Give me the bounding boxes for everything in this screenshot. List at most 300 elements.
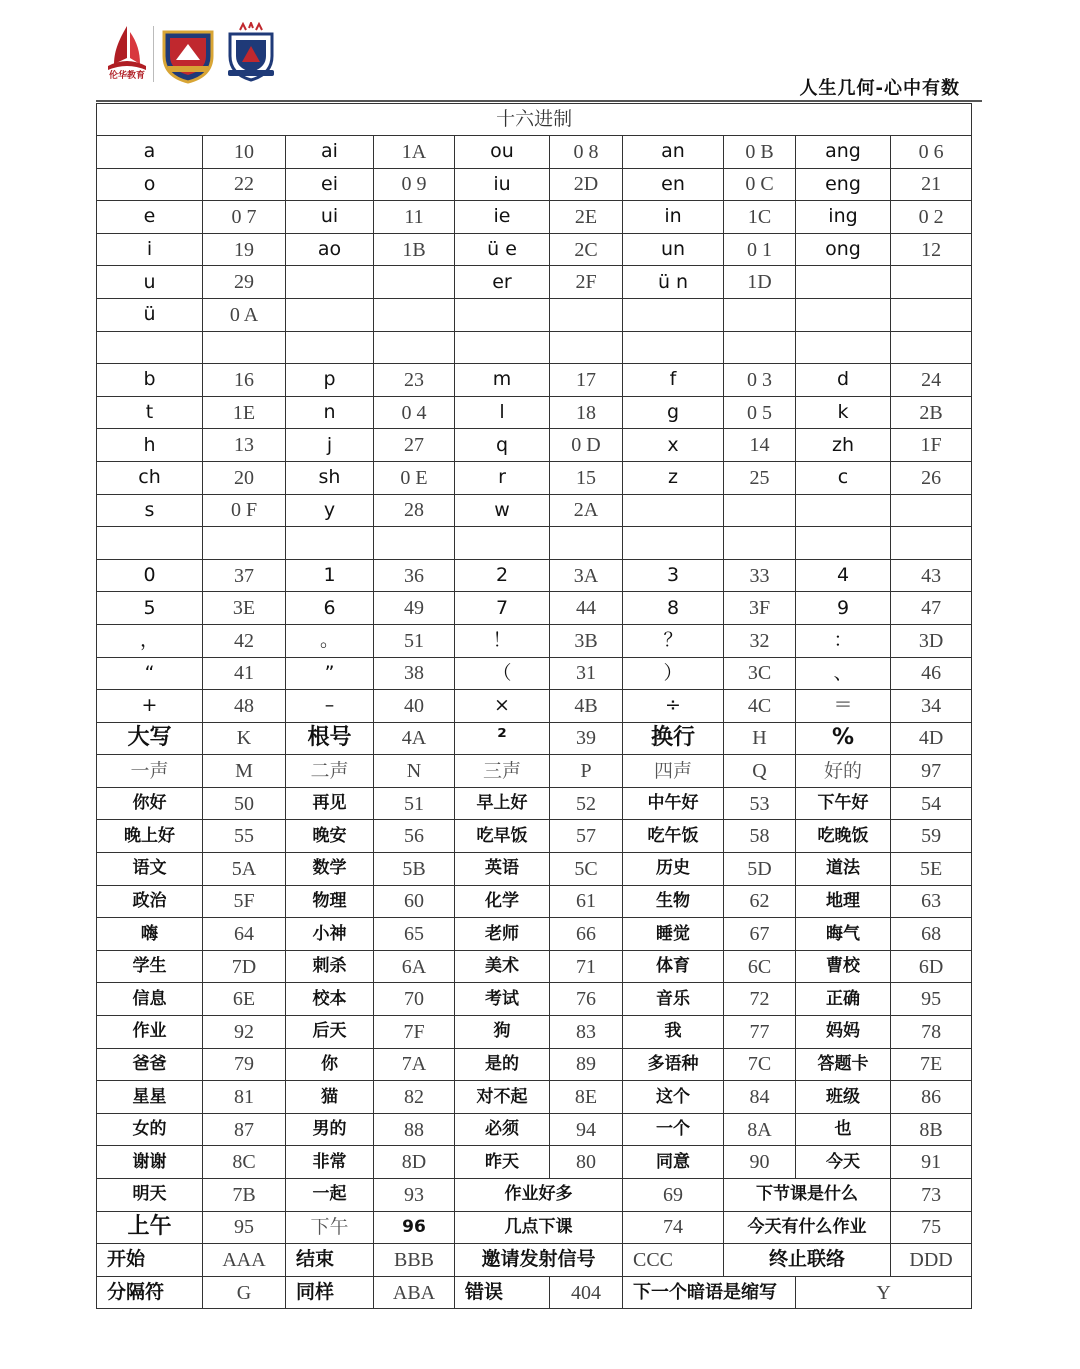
term-cell: k [796, 396, 891, 429]
code-cell: 71 [550, 950, 623, 983]
code-cell: 8C [203, 1146, 286, 1179]
code-cell: 70 [374, 983, 455, 1016]
code-cell: 16 [203, 364, 286, 397]
code-cell: 37 [203, 559, 286, 592]
term-cell: ing [796, 201, 891, 234]
school-shield-icon [160, 26, 216, 84]
code-cell: 39 [550, 722, 623, 755]
term-cell: + [97, 690, 203, 723]
code-cell: Y [796, 1276, 972, 1309]
code-cell: 1F [891, 429, 972, 462]
code-cell: 57 [550, 820, 623, 853]
code-cell: Q [724, 755, 796, 788]
term-cell: h [97, 429, 203, 462]
term-cell: 曹校 [796, 950, 891, 983]
term-cell: 下节课是什么 [724, 1179, 891, 1212]
slogan: 人生几何-心中有数 [799, 78, 960, 99]
term-cell: 明天 [97, 1179, 203, 1212]
term-cell: 换行 [623, 722, 724, 755]
code-cell: ABA [374, 1276, 455, 1309]
term-cell: 是的 [455, 1048, 550, 1081]
code-cell: 4A [374, 722, 455, 755]
term-cell: n [286, 396, 374, 429]
term-cell: 今天 [796, 1146, 891, 1179]
term-cell: 这个 [623, 1081, 724, 1114]
term-cell: 考试 [455, 983, 550, 1016]
code-cell: 0 D [550, 429, 623, 462]
term-cell: 妈妈 [796, 1016, 891, 1049]
code-cell: 28 [374, 494, 455, 527]
term-cell: 。 [286, 624, 374, 657]
code-cell: 81 [203, 1081, 286, 1114]
code-cell: 0 2 [891, 201, 972, 234]
term-cell: 物理 [286, 885, 374, 918]
code-cell [374, 527, 455, 560]
code-cell: 67 [724, 918, 796, 951]
term-cell: m [455, 364, 550, 397]
term-cell: 睡觉 [623, 918, 724, 951]
code-cell: 54 [891, 787, 972, 820]
code-cell: 1E [203, 396, 286, 429]
term-cell: y [286, 494, 374, 527]
code-cell: 31 [550, 657, 623, 690]
code-cell: 46 [891, 657, 972, 690]
code-cell: 20 [203, 461, 286, 494]
code-cell: 56 [374, 820, 455, 853]
code-cell: 84 [724, 1081, 796, 1114]
code-cell [550, 298, 623, 331]
code-cell: 76 [550, 983, 623, 1016]
term-cell: q [455, 429, 550, 462]
term-cell: 下一个暗语是缩写 [623, 1276, 796, 1309]
term-cell: s [97, 494, 203, 527]
table-row [97, 885, 972, 918]
table-row [97, 364, 972, 397]
code-cell: 50 [203, 787, 286, 820]
code-cell: 8E [550, 1081, 623, 1114]
term-cell: 吃晚饭 [796, 820, 891, 853]
term-cell: – [286, 690, 374, 723]
term-cell: 作业好多 [455, 1179, 623, 1212]
term-cell: 后天 [286, 1016, 374, 1049]
code-cell [203, 331, 286, 364]
code-cell: 5C [550, 853, 623, 886]
code-cell: 5E [891, 853, 972, 886]
code-cell: 6D [891, 950, 972, 983]
code-cell: M [203, 755, 286, 788]
term-cell: 爸爸 [97, 1048, 203, 1081]
code-cell: 6A [374, 950, 455, 983]
term-cell: 早上好 [455, 787, 550, 820]
table-row [97, 853, 972, 886]
term-cell: eng [796, 168, 891, 201]
term-cell [455, 331, 550, 364]
term-cell [286, 266, 374, 299]
code-cell: 55 [203, 820, 286, 853]
code-cell: 15 [550, 461, 623, 494]
term-cell: 政治 [97, 885, 203, 918]
term-cell [455, 527, 550, 560]
table-row [97, 1179, 972, 1212]
term-cell: r [455, 461, 550, 494]
brand-name: 伦华教育 [108, 71, 145, 81]
term-cell: 数学 [286, 853, 374, 886]
term-cell: 猫 [286, 1081, 374, 1114]
code-cell [891, 266, 972, 299]
code-cell: 0 8 [550, 136, 623, 169]
term-cell [286, 331, 374, 364]
table-row [97, 1146, 972, 1179]
code-cell: 8A [724, 1113, 796, 1146]
code-cell: 0 7 [203, 201, 286, 234]
table-row [97, 1244, 972, 1277]
code-cell: 21 [891, 168, 972, 201]
code-cell: 63 [891, 885, 972, 918]
term-cell: ai [286, 136, 374, 169]
term-cell: j [286, 429, 374, 462]
code-cell: 47 [891, 592, 972, 625]
term-cell: 昨天 [455, 1146, 550, 1179]
term-cell [623, 298, 724, 331]
code-cell: 41 [203, 657, 286, 690]
code-cell: 27 [374, 429, 455, 462]
table-row [97, 755, 972, 788]
code-cell: DDD [891, 1244, 972, 1277]
term-cell: 狗 [455, 1016, 550, 1049]
code-cell [891, 331, 972, 364]
code-cell: 4B [550, 690, 623, 723]
code-cell: 72 [724, 983, 796, 1016]
term-cell: 6 [286, 592, 374, 625]
code-cell: 93 [374, 1179, 455, 1212]
term-cell: 再见 [286, 787, 374, 820]
term-cell: en [623, 168, 724, 201]
term-cell: 美术 [455, 950, 550, 983]
code-cell: 12 [891, 233, 972, 266]
code-cell: 1D [724, 266, 796, 299]
term-cell: l [455, 396, 550, 429]
code-cell: 38 [374, 657, 455, 690]
code-cell [550, 331, 623, 364]
term-cell: 同样 [286, 1276, 374, 1309]
term-cell: % [796, 722, 891, 755]
code-cell: P [550, 755, 623, 788]
term-cell: 结束 [286, 1244, 374, 1277]
term-cell: 二声 [286, 755, 374, 788]
term-cell: 错误 [455, 1276, 550, 1309]
term-cell [455, 298, 550, 331]
table-row [97, 657, 972, 690]
code-cell: 1C [724, 201, 796, 234]
term-cell: 你好 [97, 787, 203, 820]
code-cell: 13 [203, 429, 286, 462]
table-row [97, 266, 972, 299]
code-cell: N [374, 755, 455, 788]
term-cell: f [623, 364, 724, 397]
code-cell: G [203, 1276, 286, 1309]
code-cell: 19 [203, 233, 286, 266]
code-cell: 1B [374, 233, 455, 266]
code-cell: 0 E [374, 461, 455, 494]
table-row [97, 494, 972, 527]
table-row [97, 1081, 972, 1114]
term-cell: 老师 [455, 918, 550, 951]
term-cell: ang [796, 136, 891, 169]
table-row [97, 592, 972, 625]
term-cell: ” [286, 657, 374, 690]
table-row [97, 1048, 972, 1081]
term-cell: × [455, 690, 550, 723]
code-cell: 26 [891, 461, 972, 494]
term-cell: 好的 [796, 755, 891, 788]
term-cell [97, 527, 203, 560]
code-cell: 68 [891, 918, 972, 951]
term-cell: 、 [796, 657, 891, 690]
table-row [97, 461, 972, 494]
code-cell: 2A [550, 494, 623, 527]
code-cell: 5D [724, 853, 796, 886]
term-cell: 晦气 [796, 918, 891, 951]
term-cell: a [97, 136, 203, 169]
code-cell: 0 A [203, 298, 286, 331]
code-cell: 86 [891, 1081, 972, 1114]
code-cell: 59 [891, 820, 972, 853]
code-cell: H [724, 722, 796, 755]
term-cell: 1 [286, 559, 374, 592]
table-title-row [97, 104, 972, 136]
code-cell: 0 F [203, 494, 286, 527]
term-cell: z [623, 461, 724, 494]
code-cell: 69 [623, 1179, 724, 1212]
term-cell: 上午 [97, 1211, 203, 1244]
code-cell: 94 [550, 1113, 623, 1146]
term-cell: p [286, 364, 374, 397]
code-cell: 0 9 [374, 168, 455, 201]
code-cell: 61 [550, 885, 623, 918]
code-cell: 0 1 [724, 233, 796, 266]
table-row [97, 233, 972, 266]
code-cell: 64 [203, 918, 286, 951]
term-cell: 作业 [97, 1016, 203, 1049]
code-cell: 79 [203, 1048, 286, 1081]
code-cell: 24 [891, 364, 972, 397]
table-row [97, 918, 972, 951]
term-cell: 9 [796, 592, 891, 625]
table-row [97, 950, 972, 983]
code-cell: 36 [374, 559, 455, 592]
term-cell: ch [97, 461, 203, 494]
term-cell: 下午好 [796, 787, 891, 820]
term-cell: 一个 [623, 1113, 724, 1146]
code-cell: 0 4 [374, 396, 455, 429]
table-row [97, 429, 972, 462]
term-cell: er [455, 266, 550, 299]
code-cell: 58 [724, 820, 796, 853]
term-cell: 嗨 [97, 918, 203, 951]
term-cell: 大写 [97, 722, 203, 755]
code-cell: 7C [724, 1048, 796, 1081]
code-cell: 75 [891, 1211, 972, 1244]
code-cell: 32 [724, 624, 796, 657]
term-cell [796, 527, 891, 560]
code-cell: 83 [550, 1016, 623, 1049]
term-cell: 音乐 [623, 983, 724, 1016]
term-cell: ao [286, 233, 374, 266]
code-cell: 66 [550, 918, 623, 951]
term-cell [623, 331, 724, 364]
term-cell: ？ [623, 624, 724, 657]
term-cell: ü [97, 298, 203, 331]
code-cell: 10 [203, 136, 286, 169]
term-cell: ü n [623, 266, 724, 299]
code-cell: 0 6 [891, 136, 972, 169]
term-cell: g [623, 396, 724, 429]
table-row [97, 690, 972, 723]
code-cell: 65 [374, 918, 455, 951]
term-cell: ÷ [623, 690, 724, 723]
code-cell: 42 [203, 624, 286, 657]
term-cell: 0 [97, 559, 203, 592]
code-cell: 17 [550, 364, 623, 397]
code-cell: 5A [203, 853, 286, 886]
table-row [97, 168, 972, 201]
code-cell [203, 527, 286, 560]
table-title: 十六进制 [97, 104, 972, 136]
term-cell: 中午好 [623, 787, 724, 820]
code-cell: 53 [724, 787, 796, 820]
code-cell: 8B [891, 1113, 972, 1146]
term-cell: 小神 [286, 918, 374, 951]
header-rule [96, 100, 982, 102]
term-cell: 非常 [286, 1146, 374, 1179]
term-cell: ü e [455, 233, 550, 266]
term-cell [286, 527, 374, 560]
term-cell [286, 298, 374, 331]
code-cell: CCC [623, 1244, 724, 1277]
term-cell: c [796, 461, 891, 494]
term-cell: 吃午饭 [623, 820, 724, 853]
term-cell: ² [455, 722, 550, 755]
code-cell: 7A [374, 1048, 455, 1081]
term-cell [623, 527, 724, 560]
term-cell: ！ [455, 624, 550, 657]
term-cell: 多语种 [623, 1048, 724, 1081]
code-cell [374, 298, 455, 331]
code-cell [724, 494, 796, 527]
term-cell: ： [796, 624, 891, 657]
term-cell: 终止联络 [724, 1244, 891, 1277]
term-cell: sh [286, 461, 374, 494]
code-cell: 0 5 [724, 396, 796, 429]
term-cell: an [623, 136, 724, 169]
code-cell: 95 [891, 983, 972, 1016]
code-cell: 0 C [724, 168, 796, 201]
code-cell: 60 [374, 885, 455, 918]
table-row [97, 1211, 972, 1244]
term-cell: o [97, 168, 203, 201]
code-cell: 97 [891, 755, 972, 788]
code-cell: 18 [550, 396, 623, 429]
term-cell: 2 [455, 559, 550, 592]
term-cell: 一声 [97, 755, 203, 788]
term-cell: t [97, 396, 203, 429]
code-cell: 3E [203, 592, 286, 625]
page-header [0, 0, 1080, 104]
table-row [97, 201, 972, 234]
term-cell: 化学 [455, 885, 550, 918]
code-cell: 3A [550, 559, 623, 592]
code-cell: 1A [374, 136, 455, 169]
term-cell: 晚安 [286, 820, 374, 853]
table-row [97, 559, 972, 592]
term-cell [796, 494, 891, 527]
term-cell: ong [796, 233, 891, 266]
term-cell: 道法 [796, 853, 891, 886]
term-cell: ui [286, 201, 374, 234]
table-row [97, 1016, 972, 1049]
code-cell: 23 [374, 364, 455, 397]
term-cell: ou [455, 136, 550, 169]
code-cell: 404 [550, 1276, 623, 1309]
table-row [97, 298, 972, 331]
code-cell: 2D [550, 168, 623, 201]
code-cell: 6C [724, 950, 796, 983]
code-cell: 3D [891, 624, 972, 657]
term-cell: 四声 [623, 755, 724, 788]
code-cell: 25 [724, 461, 796, 494]
code-cell: 3C [724, 657, 796, 690]
term-cell: 必须 [455, 1113, 550, 1146]
table-row [97, 1113, 972, 1146]
code-cell: 74 [623, 1211, 724, 1244]
code-cell: 62 [724, 885, 796, 918]
term-cell: 3 [623, 559, 724, 592]
code-cell [374, 266, 455, 299]
term-cell: 答题卡 [796, 1048, 891, 1081]
term-cell: iu [455, 168, 550, 201]
table-row [97, 527, 972, 560]
term-cell: 下午 [286, 1211, 374, 1244]
term-cell: 校本 [286, 983, 374, 1016]
term-cell: 女的 [97, 1113, 203, 1146]
term-cell: ， [97, 624, 203, 657]
code-cell: 33 [724, 559, 796, 592]
term-cell [623, 494, 724, 527]
term-cell: ei [286, 168, 374, 201]
code-cell: 95 [203, 1211, 286, 1244]
code-cell: 14 [724, 429, 796, 462]
table-row [97, 787, 972, 820]
term-cell: x [623, 429, 724, 462]
table-row [97, 820, 972, 853]
code-cell: 40 [374, 690, 455, 723]
code-cell: 11 [374, 201, 455, 234]
term-cell: ＝ [796, 690, 891, 723]
code-cell [550, 527, 623, 560]
code-cell: 91 [891, 1146, 972, 1179]
term-cell: un [623, 233, 724, 266]
code-cell: 89 [550, 1048, 623, 1081]
code-cell: 29 [203, 266, 286, 299]
term-cell: 7 [455, 592, 550, 625]
academy-shield-icon [224, 22, 278, 84]
code-cell: 3B [550, 624, 623, 657]
term-cell: e [97, 201, 203, 234]
term-cell: b [97, 364, 203, 397]
code-cell: 4C [724, 690, 796, 723]
term-cell: 几点下课 [455, 1211, 623, 1244]
term-cell [796, 331, 891, 364]
